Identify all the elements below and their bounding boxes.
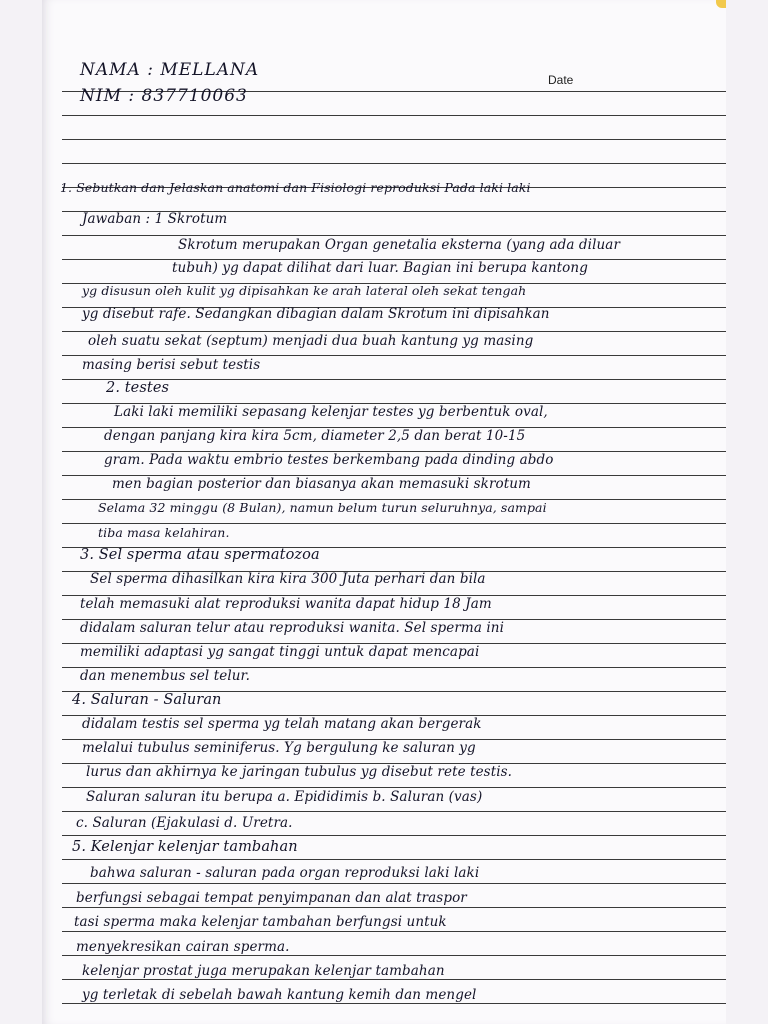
section-heading: 4. Saluran - Saluran (72, 692, 222, 708)
text-line: menyekresikan cairan sperma. (76, 939, 290, 955)
ruled-line (62, 331, 726, 332)
page-corner-mark (716, 0, 726, 8)
text-line: Skrotum merupakan Organ genetalia eksterna (yang ada diluar (178, 237, 620, 253)
text-line: telah memasuki alat reproduksi wanita dapat hidup 18 Jam (80, 596, 492, 612)
ruled-line (62, 931, 726, 932)
ruled-line (62, 115, 726, 116)
ruled-line (62, 955, 726, 956)
text-line: tasi sperma maka kelenjar tambahan berfungsi untuk (74, 914, 447, 930)
ruled-line (62, 139, 726, 140)
text-line: bahwa saluran - saluran pada organ reproduksi laki laki (90, 865, 480, 881)
ruled-line (62, 979, 726, 980)
text-line: Sel sperma dihasilkan kira kira 300 Juta perhari dan bila (90, 571, 486, 587)
text-line: yg terletak di sebelah bawah kantung kemih dan mengel (82, 987, 477, 1003)
ruled-line (62, 235, 726, 236)
text-line: memiliki adaptasi yg sangat tinggi untuk dapat mencapai (80, 644, 480, 660)
section-heading: 5. Kelenjar kelenjar tambahan (72, 839, 298, 855)
section-heading: 3. Sel sperma atau spermatozoa (80, 547, 320, 563)
ruled-line (62, 835, 726, 836)
ruled-line (62, 1003, 726, 1004)
text-line: men bagian posterior dan biasanya akan memasuki skrotum (112, 476, 531, 492)
notebook-page (42, 0, 726, 1024)
ruled-line (62, 355, 726, 356)
ruled-line (62, 883, 726, 884)
section-heading: 2. testes (106, 380, 170, 396)
student-nim: NIM : 837710063 (80, 86, 248, 106)
text-line: melalui tubulus seminiferus. Yg bergulung ke saluran yg (82, 740, 476, 756)
question-line: 1. Sebutkan dan Jelaskan anatomi dan Fisiologi reproduksi Pada laki laki (60, 180, 531, 195)
text-line: Saluran saluran itu berupa a. Epididimis b. Saluran (vas) (86, 789, 483, 805)
ruled-line (62, 163, 726, 164)
text-line: c. Saluran (Ejakulasi d. Uretra. (76, 815, 293, 831)
answer-heading: Jawaban : 1 Skrotum (82, 211, 228, 227)
text-line: dan menembus sel telur. (80, 668, 251, 684)
text-line: tubuh) yg dapat dilihat dari luar. Bagian ini berupa kantong (172, 260, 588, 276)
ruled-line (62, 907, 726, 908)
ruled-line (62, 787, 726, 788)
text-line: masing berisi sebut testis (82, 357, 261, 373)
student-name: NAMA : MELLANA (80, 60, 260, 80)
text-line: didalam testis sel sperma yg telah matang akan bergerak (82, 716, 482, 732)
text-line: oleh suatu sekat (septum) menjadi dua buah kantung yg masing (88, 333, 534, 349)
date-label: Date (548, 73, 574, 87)
text-line: yg disusun oleh kulit yg dipisahkan ke arah lateral oleh sekat tengah (82, 283, 527, 298)
text-line: didalam saluran telur atau reproduksi wanita. Sel sperma ini (80, 620, 504, 636)
ruled-line (62, 811, 726, 812)
text-line: lurus dan akhirnya ke jaringan tubulus yg disebut rete testis. (86, 764, 513, 780)
text-line: kelenjar prostat juga merupakan kelenjar tambahan (82, 963, 445, 979)
text-line: Laki laki memiliki sepasang kelenjar testes yg berbentuk oval, (114, 404, 548, 420)
text-line: dengan panjang kira kira 5cm, diameter 2,5 dan berat 10-15 (104, 428, 526, 444)
ruled-line (62, 859, 726, 860)
text-line: Selama 32 minggu (8 Bulan), namun belum turun seluruhnya, sampai (98, 500, 547, 515)
text-line: tiba masa kelahiran. (98, 525, 230, 540)
text-line: yg disebut rafe. Sedangkan dibagian dalam Skrotum ini dipisahkan (82, 306, 550, 322)
ruled-line (62, 523, 726, 524)
text-line: berfungsi sebagai tempat penyimpanan dan alat traspor (76, 890, 467, 906)
text-line: gram. Pada waktu embrio testes berkembang pada dinding abdo (104, 452, 554, 468)
